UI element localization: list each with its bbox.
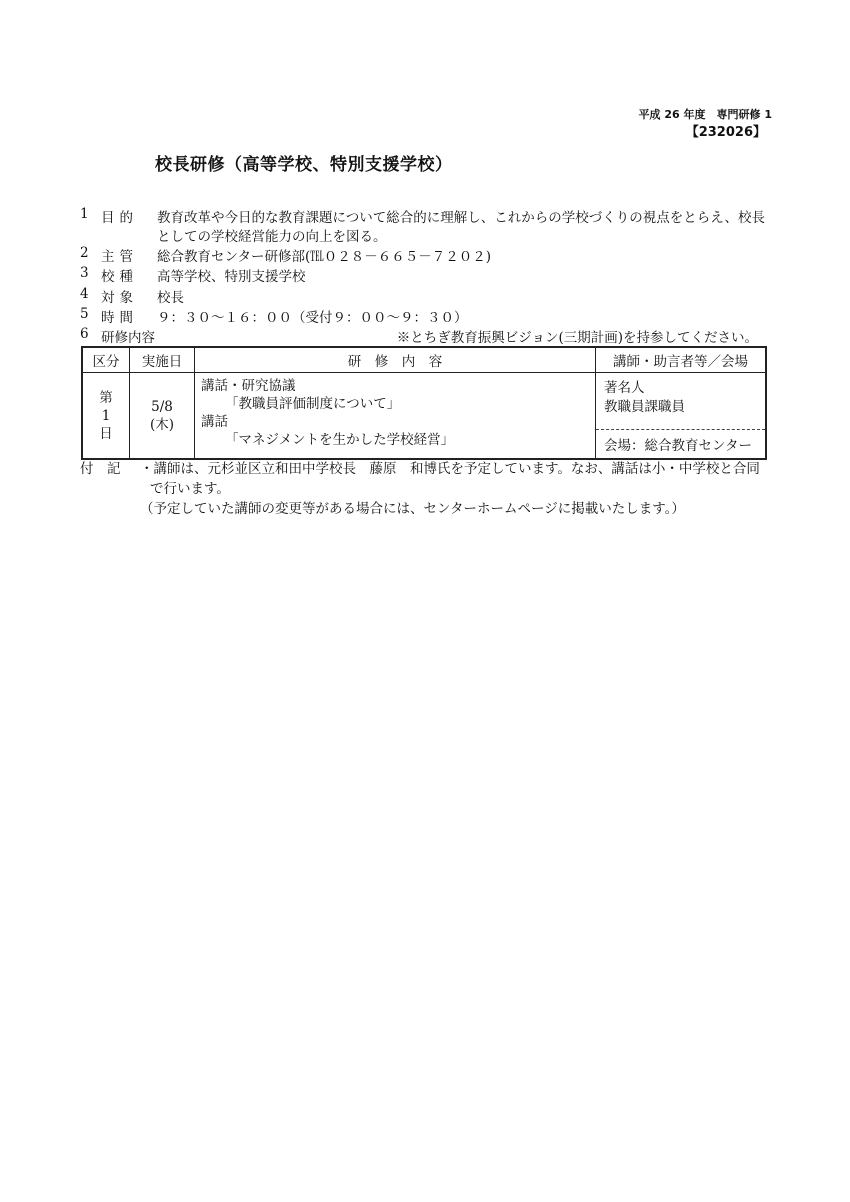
- bring-vision-note: ※とちぎ教育振興ビジョン(三期計画)を持参してください。: [396, 330, 758, 346]
- table-row: [82, 373, 766, 430]
- appendix-text: （予定していた講師の変更等がある場合には、センターホームページに掲載いたします。）: [140, 501, 685, 517]
- table-header-row: [82, 347, 766, 373]
- appendix-text: で行います。: [150, 481, 230, 497]
- date-text: 5/8: [151, 398, 173, 415]
- item-value-organizer: 総合教育センター研修部(℡０２８－６６５－７２０２): [157, 249, 491, 265]
- item-label-target: 対象: [101, 290, 138, 306]
- header-content: 研 修 内 容: [195, 347, 596, 373]
- item-number: 5: [80, 306, 89, 322]
- item-label-time: 時間: [101, 310, 138, 326]
- program-table: [81, 346, 767, 460]
- division-text: 第: [99, 389, 113, 406]
- item-value-target: 校長: [157, 290, 184, 306]
- item-value-purpose-cont: としての学校経営能力の向上を図る。: [157, 229, 387, 245]
- page-title: 校長研修（高等学校、特別支援学校）: [155, 155, 453, 175]
- item-label-purpose: 目的: [101, 210, 138, 226]
- division-text: 1: [101, 407, 111, 424]
- item-number: 6: [80, 326, 89, 342]
- lecturer-text: 著名人: [604, 380, 645, 396]
- session-title: 講話・研究協議: [201, 378, 296, 394]
- appendix-text: ・講師は、元杉並区立和田中学校長 藤原 和博氏を予定しています。なお、講話は小・中学校と合同: [140, 461, 760, 477]
- item-label-content: 研修内容: [101, 330, 155, 346]
- lecturer-cell: [596, 373, 767, 430]
- item-value-time: ９：３０～１６：００（受付９：００～９：３０）: [157, 310, 468, 326]
- header-lecturer-venue: 講師・助言者等／会場: [596, 347, 767, 373]
- header-date: 実施日: [130, 347, 195, 373]
- content-cell: [195, 373, 596, 460]
- session-title: 講話: [201, 414, 228, 430]
- header-division: 区分: [82, 347, 130, 373]
- item-number: 3: [80, 265, 89, 281]
- division-text: 日: [99, 425, 113, 442]
- year-label: 平成 26 年度 専門研修 1: [638, 108, 772, 121]
- appendix-label: 付 記: [80, 461, 121, 477]
- item-number: 4: [80, 286, 89, 302]
- venue-cell: 会場：総合教育センター: [596, 430, 767, 460]
- item-number: 1: [80, 206, 89, 222]
- course-code: 【232026】: [685, 125, 766, 140]
- weekday-text: (木): [149, 416, 175, 433]
- division-cell: [82, 373, 130, 460]
- item-number: 2: [80, 245, 89, 261]
- session-topic: 「マネジメントを生かした学校経営」: [225, 432, 455, 448]
- date-cell: [130, 373, 195, 460]
- lecturer-text: 教職員課職員: [604, 399, 685, 415]
- item-value-school-type: 高等学校、特別支援学校: [157, 269, 306, 285]
- item-label-school-type: 校種: [101, 269, 138, 285]
- item-label-organizer: 主管: [101, 249, 138, 265]
- session-topic: 「教職員評価制度について」: [225, 396, 401, 412]
- item-value-purpose: 教育改革や今日的な教育課題について総合的に理解し、これからの学校づくりの視点をとらえ、校長: [157, 210, 766, 226]
